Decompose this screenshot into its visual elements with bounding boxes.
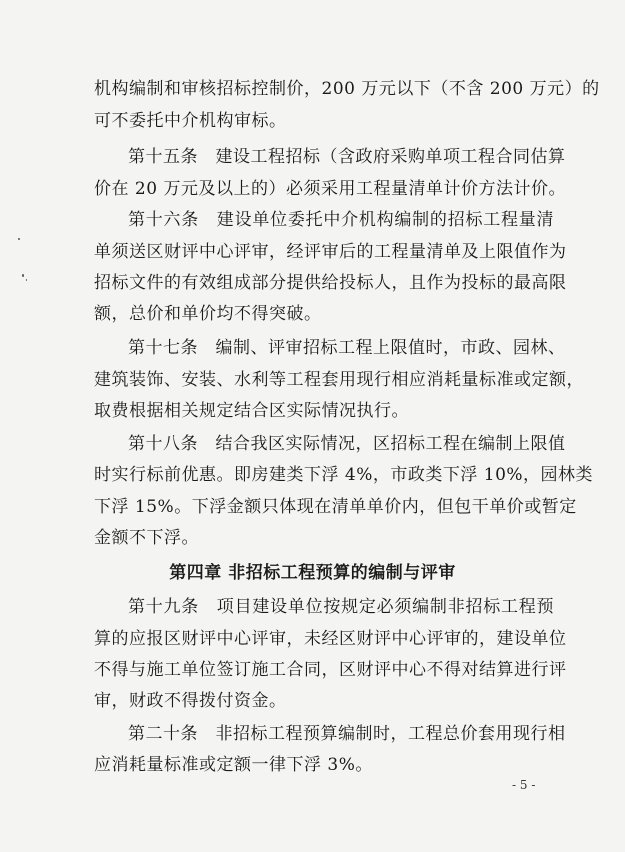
article-18-line: 时实行标前优惠。即房建类下浮 4%，市政类下浮 10%，园林类 (94, 465, 594, 485)
article-19-line: 算的应报区财评中心评审，未经区财评中心评审的，建设单位 (94, 629, 567, 649)
article-16-line: 单须送区财评中心评审，经评审后的工程量清单及上限值作为 (94, 242, 567, 262)
scan-speck (18, 238, 20, 240)
article-16-line: 额，总价和单价均不得突破。 (94, 304, 322, 324)
page-number: - 5 - (512, 778, 536, 792)
article-16-line: 第十六条 建设单位委托中介机构编制的招标工程量清 (128, 210, 554, 230)
article-15-line: 价在 20 万元及以上的）必须采用工程量清单计价方法计价。 (94, 179, 566, 199)
paragraph-line: 可不委托中介机构审标。 (94, 111, 287, 131)
article-16-line: 招标文件的有效组成部分提供给投标人，且作为投标的最高限 (94, 273, 567, 293)
article-17-line: 第十七条 编制、评审招标工程上限值时，市政、园林、 (128, 338, 566, 358)
article-17-line: 建筑装饰、安装、水利等工程套用现行相应消耗量标准或定额， (94, 370, 584, 390)
article-19-line: 第十九条 项目建设单位按规定必须编制非招标工程预 (128, 597, 554, 617)
scan-speck (22, 274, 24, 277)
scan-speck (26, 279, 27, 281)
article-19-line: 不得与施工单位签订施工合同，区财评中心不得对结算进行评 (94, 660, 567, 680)
article-19-line: 审，财政不得拨付资金。 (94, 691, 287, 711)
article-18-line: 下浮 15%。下浮金额只体现在清单单价内，但包干单价或暂定 (94, 497, 577, 517)
article-18-line: 第十八条 结合我区实际情况，区招标工程在编制上限值 (128, 434, 566, 454)
article-20-line: 第二十条 非招标工程预算编制时，工程总价套用现行相 (128, 724, 566, 744)
chapter-heading: 第四章 非招标工程预算的编制与评审 (169, 563, 456, 583)
paragraph-line: 机构编制和审核招标控制价，200 万元以下（不含 200 万元）的 (94, 79, 600, 99)
article-17-line: 取费根据相关规定结合区实际情况执行。 (94, 401, 409, 421)
article-20-line: 应消耗量标准或定额一律下浮 3%。 (94, 755, 373, 775)
article-18-line: 金额不下浮。 (94, 528, 199, 548)
article-15-line: 第十五条 建设工程招标（含政府采购单项工程合同估算 (128, 147, 566, 167)
